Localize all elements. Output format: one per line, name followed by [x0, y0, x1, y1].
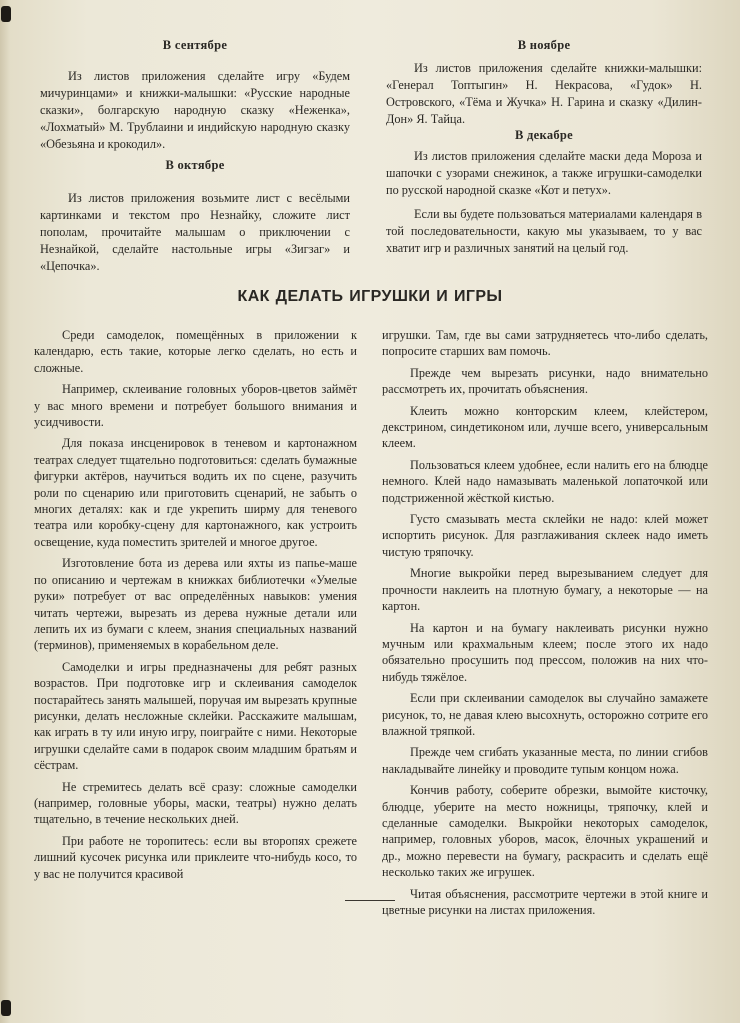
month-title-september: В сентябре [162, 38, 228, 52]
right-paragraph-3: Клеить можно конторским клеем, клейстером, декстрином, синдетиконом или, лучше всего, универсальным клеем. [382, 403, 708, 451]
page-binding-shadow [0, 0, 10, 1023]
left-paragraph-2: Например, склеивание головных уборов-цветов займёт у вас много времени и потребует большого внимания и усидчивости. [34, 382, 357, 430]
month-text-december-2: Если вы будете пользоваться материалами календаря в той последовательности, какую мы указываем, то у вас хватит игр и различных занятий на целый год. [386, 207, 702, 255]
left-paragraph-4: Изготовление бота из дерева или яхты из папье-маше по описанию и чертежам в книжках библиотечки «Умелые руки» потребует от вас определённых навыков: умения читать чертежи, вырезать из дерева нужные детали или лепить их из бумаги с клеем, знания специальных названий (терминов), применяемых в корабельном деле. [34, 556, 357, 653]
month-text-september: Из листов приложения сделайте игру «Будем мичуринцами» и книжки-малышки: «Русские народные сказки», болгарскую народную сказку «Неженка», «Лохматый» М. Трублаини и индийскую народную сказку «Обезьяна и крокодил». [40, 69, 350, 151]
binding-hole-bottom [1, 1000, 11, 1016]
month-title-october: В октябре [165, 158, 225, 172]
right-paragraph-1: игрушки. Там, где вы сами затрудняетесь что-либо сделать, попросите старших вам помочь. [382, 328, 708, 359]
month-text-december: Из листов приложения сделайте маски деда Мороза и шапочки с узорами снежинок, а также игрушки-самоделки по русской народной сказке «Кот и петух». [386, 149, 702, 197]
binding-hole-top [1, 6, 11, 22]
right-column [382, 327, 708, 923]
right-paragraph-2: Прежде чем вырезать рисунки, надо внимательно рассмотреть их, прочитать объяснения. [382, 365, 708, 397]
main-heading: КАК ДЕЛАТЬ ИГРУШКИ И ИГРЫ [237, 288, 503, 305]
right-paragraph-10: Кончив работу, соберите обрезки, вымойте кисточку, блюдце, уберите на место ножницы, тряпочку, клей и сделанные самоделки. Выкройки некоторых самоделок, например, головных уборов, масок, ёлочных украшений и др., можно перевести на бумагу, раскрасить и сделать ещё несколько таких же игрушек. [382, 783, 708, 880]
right-paragraph-8: Если при склеивании самоделок вы случайно замажете рисунок, то, не давая клею высохнуть, осторожно сотрите его влажной тряпкой. [382, 691, 708, 738]
right-paragraph-11: Читая объяснения, рассмотрите чертежи в этой книге и цветные рисунки на листах приложения. [382, 886, 708, 917]
right-paragraph-6: Многие выкройки перед вырезыванием следует для прочности наклеить на плотную бумагу, а некоторые — на картон. [382, 566, 708, 614]
left-paragraph-5: Самоделки и игры предназначены для ребят разных возрастов. При подготовке игр и склеивания самоделок постарайтесь занять малышей, поручая им вырезать крупные рисунки, делать несложные склейки. Расскажите малышам, как играть в ту или иную игру, поиграйте с ними. Некоторые игрушки сделайте сами в подарок своим младшим братьям и сёстрам. [34, 659, 357, 773]
left-paragraph-1: Среди самоделок, помещённых в приложении к календарю, есть такие, которые легко сделать, но есть и сложные. [34, 328, 357, 375]
left-paragraph-6: Не стремитесь делать всё сразу: сложные самоделки (например, головные уборы, маски, театры) нужно делать тщательно, в течение нескольких дней. [34, 779, 357, 827]
right-paragraph-9: Прежде чем сгибать указанные места, по линии сгибов накладывайте линейку и проводите тупым концом ножа. [382, 745, 708, 776]
left-column [34, 327, 357, 887]
month-text-october: Из листов приложения возьмите лист с весёлыми картинками и текстом про Незнайку, сложите лист пополам, прочитайте малышам о приключении с Незнайкой, сделайте настольные игры «Зигзаг» и «Цепочка». [40, 191, 350, 273]
month-title-december: В декабре [514, 128, 574, 142]
left-paragraph-3: Для показа инсценировок в теневом и картонажном театрах следует тщательно подготовиться: сделать бумажные фигурки актёров, научиться водить их по сцене, разучить роли по сценарию или приготовить сценарий, не забыть о многих деталях: как и где укрепить ширму для теневого театра или коробку-сцену для картонажного, как устроить освещение, куда поместить зрителей и многое другое. [34, 436, 357, 549]
left-paragraph-7: При работе не торопитесь: если вы второпях срежете лишний кусочек рисунка или приклеите что-нибудь косо, то у вас не получится красивой [34, 833, 357, 881]
right-paragraph-4: Пользоваться клеем удобнее, если налить его на блюдце немного. Клей надо намазывать маленькой лопаточкой или подстриженной жёсткой кистью. [382, 457, 708, 505]
month-title-november: В ноябре [517, 38, 571, 52]
end-rule [345, 900, 395, 901]
month-text-november: Из листов приложения сделайте книжки-малышки: «Генерал Топтыгин» Н. Некрасова, «Гудок» Н. Островского, «Тёма и Жучка» Н. Гарина и сказку «Дилин-Дон» Я. Тайца. [386, 61, 702, 126]
right-paragraph-5: Густо смазывать места склейки не надо: клей может испортить рисунок. Для разглаживания склеек надо иметь чистую тряпочку. [382, 512, 708, 559]
right-paragraph-7: На картон и на бумагу наклеивать рисунки нужно мучным или крахмальным клеем; после этого их надо обязательно просушить под прессом, положив на них что-нибудь тяжёлое. [382, 620, 708, 684]
